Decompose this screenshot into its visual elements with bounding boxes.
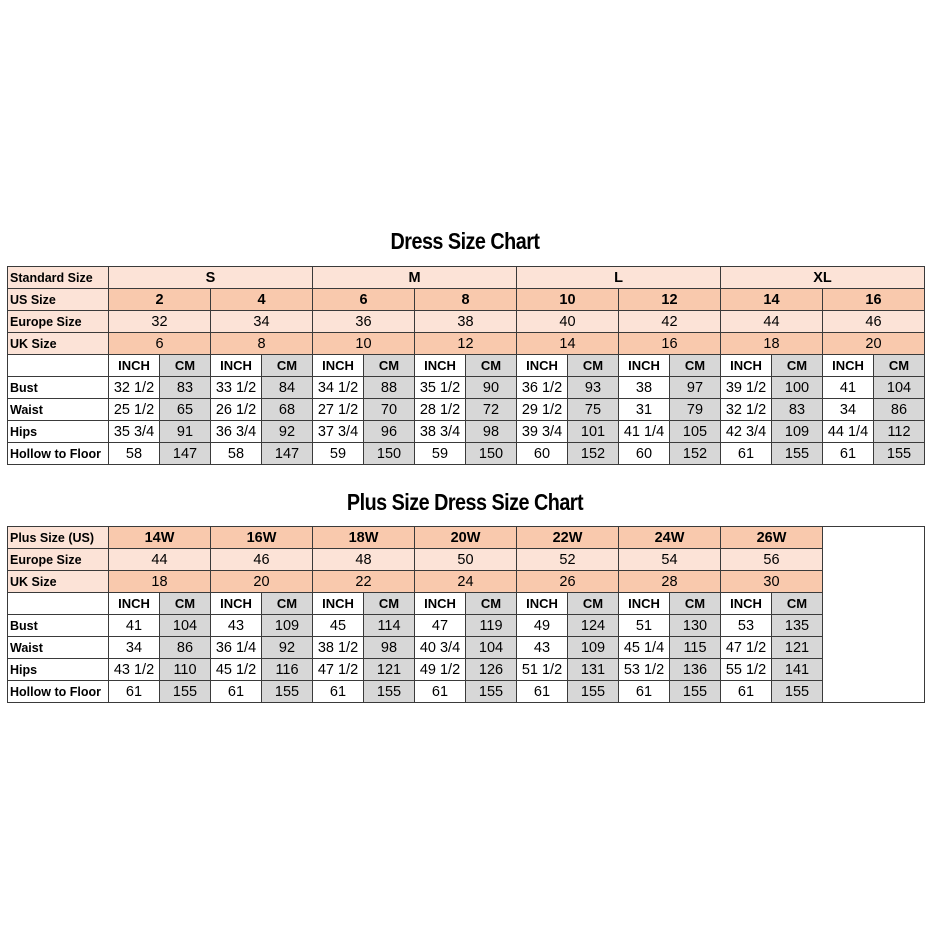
cm-value-cell: 109 bbox=[568, 637, 619, 659]
standard-size-cell: S bbox=[109, 267, 313, 289]
inch-value-cell: 47 1/2 bbox=[313, 659, 364, 681]
unit-header-blank bbox=[8, 355, 109, 377]
cm-value-cell: 114 bbox=[364, 615, 415, 637]
inch-value-cell: 25 1/2 bbox=[109, 399, 160, 421]
cm-value-cell: 155 bbox=[670, 681, 721, 703]
cm-value-cell: 105 bbox=[670, 421, 721, 443]
measurement-row bbox=[8, 637, 925, 659]
cm-value-cell: 150 bbox=[364, 443, 415, 465]
row-label: Hollow to Floor bbox=[8, 443, 109, 465]
inch-header: INCH bbox=[517, 355, 568, 377]
cm-value-cell: 109 bbox=[772, 421, 823, 443]
cm-value-cell: 72 bbox=[466, 399, 517, 421]
inch-value-cell: 61 bbox=[211, 681, 262, 703]
dress-size-chart-title: Dress Size Chart bbox=[390, 228, 540, 254]
row-label: Europe Size bbox=[8, 549, 109, 571]
europe-size-row bbox=[8, 311, 925, 333]
inch-header: INCH bbox=[619, 593, 670, 615]
inch-value-cell: 36 1/4 bbox=[211, 637, 262, 659]
europe-size-cell: 40 bbox=[517, 311, 619, 333]
europe-size-cell: 42 bbox=[619, 311, 721, 333]
cm-value-cell: 155 bbox=[160, 681, 211, 703]
row-label: Europe Size bbox=[8, 311, 109, 333]
cm-value-cell: 86 bbox=[874, 399, 925, 421]
cm-value-cell: 115 bbox=[670, 637, 721, 659]
uk-size-row bbox=[8, 571, 925, 593]
cm-value-cell: 124 bbox=[568, 615, 619, 637]
inch-header: INCH bbox=[313, 593, 364, 615]
cm-value-cell: 79 bbox=[670, 399, 721, 421]
inch-value-cell: 49 1/2 bbox=[415, 659, 466, 681]
inch-header: INCH bbox=[109, 593, 160, 615]
inch-value-cell: 39 1/2 bbox=[721, 377, 772, 399]
row-label: US Size bbox=[8, 289, 109, 311]
inch-value-cell: 33 1/2 bbox=[211, 377, 262, 399]
measurement-row bbox=[8, 681, 925, 703]
inch-value-cell: 60 bbox=[619, 443, 670, 465]
cm-value-cell: 75 bbox=[568, 399, 619, 421]
us-size-cell: 12 bbox=[619, 289, 721, 311]
us-size-cell: 26W bbox=[721, 527, 823, 549]
row-label: Bust bbox=[8, 377, 109, 399]
uk-size-cell: 10 bbox=[313, 333, 415, 355]
inch-value-cell: 40 3/4 bbox=[415, 637, 466, 659]
europe-size-cell: 44 bbox=[109, 549, 211, 571]
cm-value-cell: 152 bbox=[670, 443, 721, 465]
cm-value-cell: 90 bbox=[466, 377, 517, 399]
inch-value-cell: 53 bbox=[721, 615, 772, 637]
inch-value-cell: 29 1/2 bbox=[517, 399, 568, 421]
cm-value-cell: 91 bbox=[160, 421, 211, 443]
uk-size-cell: 14 bbox=[517, 333, 619, 355]
cm-value-cell: 130 bbox=[670, 615, 721, 637]
cm-header: CM bbox=[568, 355, 619, 377]
inch-value-cell: 38 bbox=[619, 377, 670, 399]
inch-header: INCH bbox=[109, 355, 160, 377]
cm-header: CM bbox=[466, 593, 517, 615]
cm-value-cell: 92 bbox=[262, 421, 313, 443]
standard-size-cell: L bbox=[517, 267, 721, 289]
cm-value-cell: 83 bbox=[772, 399, 823, 421]
cm-value-cell: 68 bbox=[262, 399, 313, 421]
row-label: Hips bbox=[8, 421, 109, 443]
row-label: UK Size bbox=[8, 571, 109, 593]
inch-value-cell: 34 1/2 bbox=[313, 377, 364, 399]
standard-size-row bbox=[8, 267, 925, 289]
cm-value-cell: 155 bbox=[568, 681, 619, 703]
europe-size-cell: 48 bbox=[313, 549, 415, 571]
uk-size-cell: 20 bbox=[823, 333, 925, 355]
europe-size-cell: 32 bbox=[109, 311, 211, 333]
unit-header-blank bbox=[8, 593, 109, 615]
inch-value-cell: 55 1/2 bbox=[721, 659, 772, 681]
inch-value-cell: 36 1/2 bbox=[517, 377, 568, 399]
europe-size-cell: 44 bbox=[721, 311, 823, 333]
cm-header: CM bbox=[874, 355, 925, 377]
cm-value-cell: 119 bbox=[466, 615, 517, 637]
unit-header-row bbox=[8, 355, 925, 377]
cm-value-cell: 93 bbox=[568, 377, 619, 399]
inch-value-cell: 26 1/2 bbox=[211, 399, 262, 421]
inch-value-cell: 28 1/2 bbox=[415, 399, 466, 421]
inch-value-cell: 35 1/2 bbox=[415, 377, 466, 399]
us-size-cell: 16 bbox=[823, 289, 925, 311]
cm-header: CM bbox=[160, 593, 211, 615]
inch-value-cell: 43 bbox=[211, 615, 262, 637]
inch-value-cell: 49 bbox=[517, 615, 568, 637]
us-size-cell: 14 bbox=[721, 289, 823, 311]
europe-size-row bbox=[8, 549, 925, 571]
inch-value-cell: 45 bbox=[313, 615, 364, 637]
us-size-cell: 18W bbox=[313, 527, 415, 549]
uk-size-cell: 26 bbox=[517, 571, 619, 593]
cm-header: CM bbox=[670, 593, 721, 615]
cm-value-cell: 88 bbox=[364, 377, 415, 399]
measurement-row bbox=[8, 377, 925, 399]
row-label: Plus Size (US) bbox=[8, 527, 109, 549]
cm-header: CM bbox=[364, 593, 415, 615]
standard-size-cell: XL bbox=[721, 267, 925, 289]
row-label: Hips bbox=[8, 659, 109, 681]
inch-header: INCH bbox=[823, 355, 874, 377]
dress-size-chart-table bbox=[7, 266, 925, 465]
inch-header: INCH bbox=[211, 593, 262, 615]
inch-value-cell: 31 bbox=[619, 399, 670, 421]
uk-size-cell: 12 bbox=[415, 333, 517, 355]
europe-size-cell: 46 bbox=[823, 311, 925, 333]
inch-value-cell: 58 bbox=[109, 443, 160, 465]
measurement-row bbox=[8, 615, 925, 637]
europe-size-cell: 54 bbox=[619, 549, 721, 571]
inch-value-cell: 32 1/2 bbox=[721, 399, 772, 421]
uk-size-cell: 28 bbox=[619, 571, 721, 593]
cm-header: CM bbox=[772, 355, 823, 377]
cm-value-cell: 100 bbox=[772, 377, 823, 399]
plus-size-chart-title: Plus Size Dress Size Chart bbox=[346, 489, 584, 515]
cm-header: CM bbox=[262, 355, 313, 377]
inch-value-cell: 58 bbox=[211, 443, 262, 465]
measurement-row bbox=[8, 421, 925, 443]
cm-value-cell: 97 bbox=[670, 377, 721, 399]
cm-value-cell: 126 bbox=[466, 659, 517, 681]
measurement-row bbox=[8, 443, 925, 465]
inch-value-cell: 59 bbox=[313, 443, 364, 465]
cm-value-cell: 86 bbox=[160, 637, 211, 659]
row-label: Hollow to Floor bbox=[8, 681, 109, 703]
inch-header: INCH bbox=[517, 593, 568, 615]
cm-value-cell: 98 bbox=[364, 637, 415, 659]
inch-value-cell: 41 bbox=[109, 615, 160, 637]
cm-value-cell: 155 bbox=[772, 443, 823, 465]
cm-value-cell: 141 bbox=[772, 659, 823, 681]
inch-header: INCH bbox=[211, 355, 262, 377]
inch-value-cell: 43 1/2 bbox=[109, 659, 160, 681]
inch-value-cell: 45 1/2 bbox=[211, 659, 262, 681]
uk-size-cell: 8 bbox=[211, 333, 313, 355]
inch-value-cell: 27 1/2 bbox=[313, 399, 364, 421]
cm-value-cell: 70 bbox=[364, 399, 415, 421]
cm-value-cell: 65 bbox=[160, 399, 211, 421]
inch-value-cell: 41 1/4 bbox=[619, 421, 670, 443]
cm-header: CM bbox=[160, 355, 211, 377]
europe-size-cell: 38 bbox=[415, 311, 517, 333]
inch-value-cell: 61 bbox=[721, 681, 772, 703]
uk-size-cell: 30 bbox=[721, 571, 823, 593]
inch-value-cell: 36 3/4 bbox=[211, 421, 262, 443]
uk-size-row bbox=[8, 333, 925, 355]
inch-value-cell: 42 3/4 bbox=[721, 421, 772, 443]
inch-value-cell: 61 bbox=[109, 681, 160, 703]
cm-value-cell: 83 bbox=[160, 377, 211, 399]
us-size-cell: 22W bbox=[517, 527, 619, 549]
inch-value-cell: 37 3/4 bbox=[313, 421, 364, 443]
europe-size-cell: 46 bbox=[211, 549, 313, 571]
inch-value-cell: 51 bbox=[619, 615, 670, 637]
europe-size-cell: 36 bbox=[313, 311, 415, 333]
inch-header: INCH bbox=[619, 355, 670, 377]
inch-value-cell: 61 bbox=[619, 681, 670, 703]
row-label: Waist bbox=[8, 399, 109, 421]
cm-value-cell: 155 bbox=[466, 681, 517, 703]
uk-size-cell: 6 bbox=[109, 333, 211, 355]
inch-value-cell: 59 bbox=[415, 443, 466, 465]
europe-size-cell: 50 bbox=[415, 549, 517, 571]
cm-value-cell: 131 bbox=[568, 659, 619, 681]
row-label: Standard Size bbox=[8, 267, 109, 289]
us-size-cell: 14W bbox=[109, 527, 211, 549]
inch-value-cell: 61 bbox=[721, 443, 772, 465]
cm-value-cell: 136 bbox=[670, 659, 721, 681]
inch-value-cell: 61 bbox=[313, 681, 364, 703]
europe-size-cell: 56 bbox=[721, 549, 823, 571]
inch-value-cell: 34 bbox=[109, 637, 160, 659]
cm-value-cell: 104 bbox=[160, 615, 211, 637]
cm-value-cell: 150 bbox=[466, 443, 517, 465]
us-size-cell: 8 bbox=[415, 289, 517, 311]
us-size-cell: 6 bbox=[313, 289, 415, 311]
inch-value-cell: 60 bbox=[517, 443, 568, 465]
cm-value-cell: 110 bbox=[160, 659, 211, 681]
inch-value-cell: 51 1/2 bbox=[517, 659, 568, 681]
cm-value-cell: 155 bbox=[772, 681, 823, 703]
us-size-row bbox=[8, 289, 925, 311]
inch-value-cell: 45 1/4 bbox=[619, 637, 670, 659]
cm-value-cell: 84 bbox=[262, 377, 313, 399]
inch-value-cell: 61 bbox=[517, 681, 568, 703]
inch-value-cell: 44 1/4 bbox=[823, 421, 874, 443]
inch-value-cell: 34 bbox=[823, 399, 874, 421]
uk-size-cell: 18 bbox=[721, 333, 823, 355]
cm-value-cell: 101 bbox=[568, 421, 619, 443]
cm-value-cell: 121 bbox=[364, 659, 415, 681]
cm-value-cell: 96 bbox=[364, 421, 415, 443]
plus-size-chart-table bbox=[7, 526, 925, 703]
inch-header: INCH bbox=[415, 593, 466, 615]
unit-header-row bbox=[8, 593, 925, 615]
inch-value-cell: 61 bbox=[823, 443, 874, 465]
cm-header: CM bbox=[466, 355, 517, 377]
uk-size-cell: 20 bbox=[211, 571, 313, 593]
uk-size-cell: 22 bbox=[313, 571, 415, 593]
inch-value-cell: 47 1/2 bbox=[721, 637, 772, 659]
us-size-cell: 24W bbox=[619, 527, 721, 549]
inch-value-cell: 32 1/2 bbox=[109, 377, 160, 399]
row-label: Bust bbox=[8, 615, 109, 637]
cm-value-cell: 112 bbox=[874, 421, 925, 443]
europe-size-cell: 52 bbox=[517, 549, 619, 571]
row-label: UK Size bbox=[8, 333, 109, 355]
cm-value-cell: 152 bbox=[568, 443, 619, 465]
inch-value-cell: 43 bbox=[517, 637, 568, 659]
uk-size-cell: 18 bbox=[109, 571, 211, 593]
inch-header: INCH bbox=[313, 355, 364, 377]
inch-header: INCH bbox=[415, 355, 466, 377]
cm-value-cell: 104 bbox=[466, 637, 517, 659]
us-size-cell: 16W bbox=[211, 527, 313, 549]
cm-value-cell: 109 bbox=[262, 615, 313, 637]
cm-header: CM bbox=[364, 355, 415, 377]
measurement-row bbox=[8, 399, 925, 421]
inch-header: INCH bbox=[721, 355, 772, 377]
us-size-cell: 10 bbox=[517, 289, 619, 311]
inch-value-cell: 61 bbox=[415, 681, 466, 703]
inch-value-cell: 38 3/4 bbox=[415, 421, 466, 443]
cm-value-cell: 135 bbox=[772, 615, 823, 637]
row-label: Waist bbox=[8, 637, 109, 659]
us-size-cell: 20W bbox=[415, 527, 517, 549]
europe-size-cell: 34 bbox=[211, 311, 313, 333]
inch-value-cell: 47 bbox=[415, 615, 466, 637]
cm-value-cell: 155 bbox=[262, 681, 313, 703]
standard-size-cell: M bbox=[313, 267, 517, 289]
cm-value-cell: 116 bbox=[262, 659, 313, 681]
uk-size-cell: 24 bbox=[415, 571, 517, 593]
blank-margin-cell bbox=[823, 527, 925, 703]
cm-value-cell: 104 bbox=[874, 377, 925, 399]
cm-header: CM bbox=[670, 355, 721, 377]
cm-value-cell: 92 bbox=[262, 637, 313, 659]
inch-value-cell: 53 1/2 bbox=[619, 659, 670, 681]
inch-value-cell: 41 bbox=[823, 377, 874, 399]
us-size-cell: 4 bbox=[211, 289, 313, 311]
inch-value-cell: 38 1/2 bbox=[313, 637, 364, 659]
cm-value-cell: 121 bbox=[772, 637, 823, 659]
us-size-cell: 2 bbox=[109, 289, 211, 311]
inch-header: INCH bbox=[721, 593, 772, 615]
cm-value-cell: 147 bbox=[160, 443, 211, 465]
cm-value-cell: 147 bbox=[262, 443, 313, 465]
inch-value-cell: 35 3/4 bbox=[109, 421, 160, 443]
cm-header: CM bbox=[772, 593, 823, 615]
us-size-row bbox=[8, 527, 925, 549]
cm-header: CM bbox=[262, 593, 313, 615]
cm-value-cell: 155 bbox=[364, 681, 415, 703]
cm-value-cell: 98 bbox=[466, 421, 517, 443]
cm-value-cell: 155 bbox=[874, 443, 925, 465]
cm-header: CM bbox=[568, 593, 619, 615]
measurement-row bbox=[8, 659, 925, 681]
inch-value-cell: 39 3/4 bbox=[517, 421, 568, 443]
uk-size-cell: 16 bbox=[619, 333, 721, 355]
